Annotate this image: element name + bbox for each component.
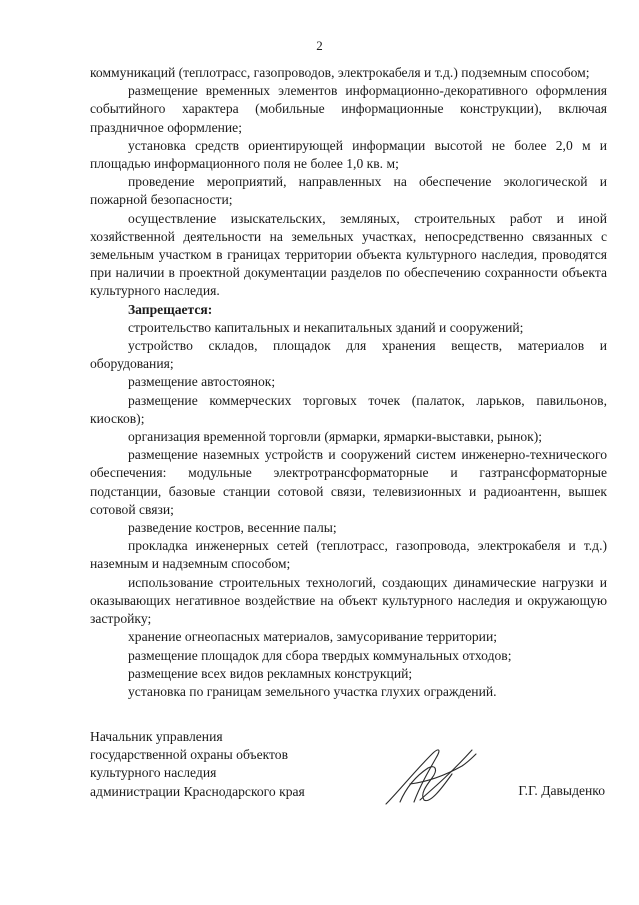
prohibited-item: размещение всех видов рекламных конструкций; [128, 665, 413, 681]
permitted-item: проведение мероприятий, направленных на обеспечение экологической и пожарной безопасности; [90, 174, 607, 208]
signature-block [90, 728, 607, 818]
permitted-item: установка средств ориентирующей информации высотой не более 2,0 м и площадью информационного поля не более 1,0 кв. м; [90, 137, 607, 172]
prohibited-item: разведение костров, весенние палы; [128, 520, 337, 536]
document-body [90, 64, 607, 701]
prohibited-heading: Запрещается: [128, 301, 213, 317]
prohibited-item: строительство капитальных и некапитальных зданий и сооружений; [128, 319, 524, 335]
position-line: государственной охраны объектов [90, 747, 289, 763]
prohibited-item: устройство складов, площадок для хранения веществ, материалов и оборудования; [90, 338, 607, 372]
prohibited-item: организация временной торговли (ярмарки, ярмарки-выставки, рынок); [128, 429, 543, 445]
permitted-item: осуществление изыскательских, земляных, строительных работ и иной хозяйственной деятельности на земельных участках, непосредственно связанных с земельным участком в границах территории объекта культурного наследия, проводятся при наличии в проектной документации разделов по обеспечению сохранности объекта культурного наследия. [90, 210, 607, 299]
signatory-name: Г.Г. Давыденко [518, 783, 605, 798]
permitted-item: размещение временных элементов информационно-декоративного оформления событийного характера (мобильные информационные конструкции), включая праздничное оформление; [90, 83, 607, 135]
prohibited-item: установка по границам земельного участка глухих ограждений. [128, 683, 497, 699]
position-line: администрации Краснодарского края [90, 783, 305, 799]
paragraph-continuation: коммуникаций (теплотрасс, газопроводов, электрокабеля и т.д.) подземным способом; [90, 65, 590, 80]
position-line: Начальник управления [90, 729, 223, 744]
prohibited-item: использование строительных технологий, создающих динамические нагрузки и оказывающих негативное воздействие на объект культурного наследия и окружающую застройку; [90, 574, 607, 627]
handwritten-signature [380, 742, 480, 808]
prohibited-item: прокладка инженерных сетей (теплотрасс, газопровода, электрокабеля и т.д.) наземным и надземным способом; [90, 538, 607, 572]
prohibited-item: размещение автостоянок; [128, 374, 276, 390]
prohibited-item: размещение наземных устройств и сооружений систем инженерно-технического обеспечения: модульные электротрансформаторные и газтрансформаторные подстанции, базовые станции сотовой связи, телевизионных и радиоантенн, вышек сотовой связи; [90, 447, 607, 517]
page-number: 2 [316, 38, 323, 53]
prohibited-item: размещение коммерческих торговых точек (палаток, ларьков, павильонов, киосков); [90, 392, 607, 426]
prohibited-item: хранение огнеопасных материалов, замусоривание территории; [128, 629, 498, 645]
signatory-position [90, 728, 305, 801]
position-line: культурного наследия [90, 765, 217, 781]
prohibited-item: размещение площадок для сбора твердых коммунальных отходов; [128, 647, 512, 663]
